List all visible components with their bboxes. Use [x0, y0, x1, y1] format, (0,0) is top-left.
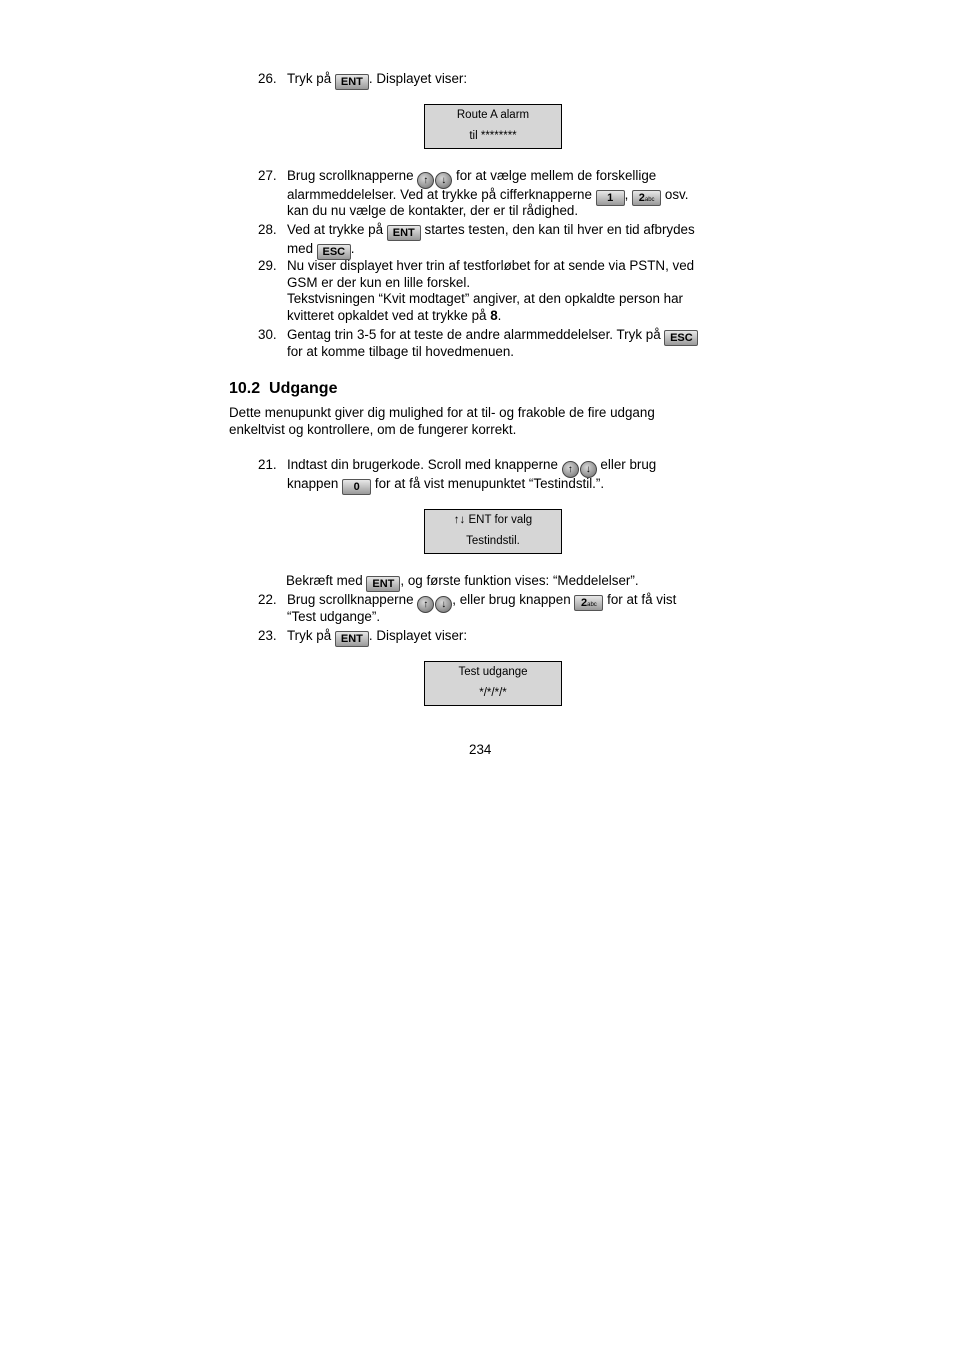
- step-27-line-1: Brug scrollknapperne ↑ ↓ for at vælge mellem de forskellige: [287, 168, 656, 189]
- step-30-line-2: for at komme tilbage til hovedmenuen.: [287, 344, 515, 359]
- step-number: 29.: [258, 258, 277, 273]
- section-intro-line-1: Dette menupunkt giver dig mulighed for at til- og frakoble de fire udgang: [229, 405, 655, 420]
- step-27-line-2: alarmmeddelelser. Ved at trykke på cifferknapperne 1 , 2abc osv.: [287, 187, 689, 204]
- lcd-line-1: Test udgange: [458, 666, 528, 678]
- step-30-line-1: Gentag trin 3-5 for at teste de andre alarmmeddelelser. Tryk på ESC: [287, 327, 698, 346]
- lcd-display: [424, 509, 562, 554]
- lcd-line-2: til ********: [469, 130, 517, 142]
- step-21-line-1: Indtast din brugerkode. Scroll med knapperne ↑ ↓ eller brug: [287, 457, 656, 478]
- esc-key-icon: ESC: [664, 330, 698, 346]
- step-29-line-1: Nu viser displayet hver trin af testforløbet for at sende via PSTN, ved: [287, 258, 695, 273]
- arrow-up-icon: ↑: [417, 596, 434, 613]
- step-number: 28.: [258, 222, 277, 237]
- step-number: 30.: [258, 327, 277, 342]
- arrow-down-icon: ↓: [580, 461, 597, 478]
- step-26: Tryk på ENT . Displayet viser:: [287, 71, 468, 88]
- step-number: 26.: [258, 71, 277, 86]
- key-0-icon: 0: [342, 479, 371, 495]
- page-number: 234: [469, 742, 492, 757]
- lcd-line-1: ↑↓ ENT for valg: [453, 514, 533, 526]
- section-intro-line-2: enkeltvist og kontrollere, om de fungerer korrekt.: [229, 422, 517, 437]
- ent-key-icon: ENT: [366, 576, 400, 592]
- lcd-line-1: Route A alarm: [456, 109, 530, 121]
- step-number: 21.: [258, 457, 277, 472]
- section-heading: 10.2 Udgange: [229, 380, 338, 397]
- confirm-line: Bekræft med ENT , og første funktion vises: “Meddelelser”.: [286, 573, 639, 590]
- arrow-up-icon: ↑: [562, 461, 579, 478]
- key-2-icon: 2abc: [574, 595, 603, 611]
- step-29-line-4: kvitteret opkaldet ved at trykke på 8.: [287, 308, 502, 323]
- step-number: 27.: [258, 168, 277, 183]
- ent-key-icon: ENT: [335, 74, 369, 90]
- scroll-keys-icon: [417, 596, 452, 613]
- step-29-line-3: Tekstvisningen “Kvit modtaget” angiver, at den opkaldte person har: [287, 291, 683, 306]
- lcd-display: [424, 104, 562, 149]
- lcd-line-2: Testindstil.: [466, 535, 520, 547]
- arrow-down-icon: ↓: [435, 596, 452, 613]
- key-1-icon: 1: [596, 190, 625, 206]
- step-22-line-2: “Test udgange”.: [287, 609, 381, 624]
- step-29-line-2: GSM er der kun en lille forskel.: [287, 275, 471, 290]
- step-28-line-1: Ved at trykke på ENT startes testen, den kan til hver en tid afbrydes: [287, 222, 695, 239]
- arrow-up-icon: ↑: [417, 172, 434, 189]
- step-21-line-2: knappen 0 for at få vist menupunktet “Testindstil.”.: [287, 476, 605, 493]
- step-23: Tryk på ENT . Displayet viser:: [287, 628, 468, 645]
- step-22-line-1: Brug scrollknapperne ↑ ↓ , eller brug knappen 2abc for at få vist: [287, 592, 676, 613]
- lcd-display: [424, 661, 562, 706]
- key-2-icon: 2abc: [632, 190, 661, 206]
- ent-key-icon: ENT: [335, 631, 369, 647]
- lcd-line-2: */*/*/*: [479, 687, 507, 699]
- step-27-line-3: kan du nu vælge de kontakter, der er til rådighed.: [287, 203, 579, 218]
- step-28-line-2: med ESC .: [287, 241, 355, 258]
- ent-key-icon: ENT: [387, 225, 421, 241]
- arrow-down-icon: ↓: [435, 172, 452, 189]
- esc-key-icon: ESC: [317, 244, 351, 260]
- step-number: 23.: [258, 628, 277, 643]
- step-number: 22.: [258, 592, 277, 607]
